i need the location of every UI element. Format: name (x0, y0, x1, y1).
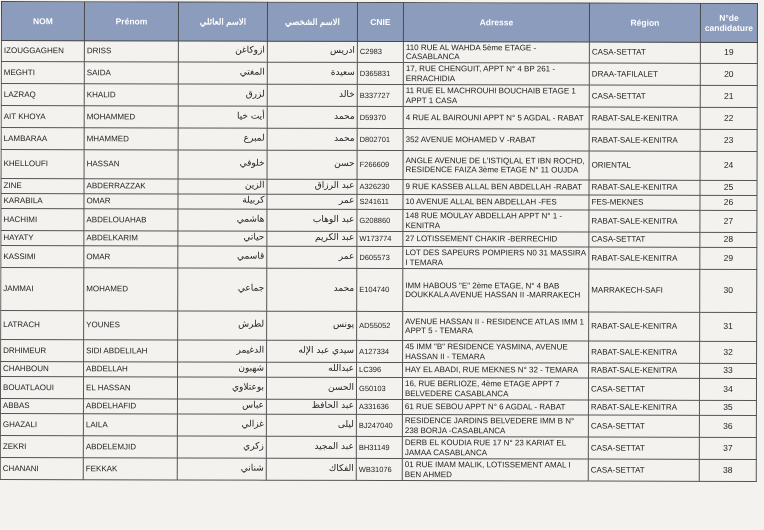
cell-prenom: ABDELOUAHAB (84, 209, 178, 231)
cell-region: DRAA-TAFILALET (589, 63, 700, 85)
cell-region: ORIENTAL (589, 151, 700, 180)
cell-prenom: SIDI ABDELILAH (84, 340, 178, 362)
cell-candidature: 26 (700, 195, 757, 210)
cell-adresse: 16, RUE BERLIOZE, 4ème ETAGE APPT 7 BELVEDERE CASABLANCA (402, 378, 588, 400)
cell-nom: ZEKRI (0, 435, 83, 457)
cell-nom: JAMMAI (1, 268, 84, 311)
cell-prenom: ABDERRAZZAK (84, 179, 178, 194)
cell-adresse: 17, RUE CHENGUIT, APPT N° 4 BP 261 - ERRACHIDIA (403, 63, 589, 85)
cell-nom: ZINE (1, 179, 84, 194)
cell-nom: GHAZALI (0, 413, 83, 435)
cell-candidature: 19 (700, 42, 757, 63)
header-prenom: Prénom (84, 2, 178, 41)
cell-region: RABAT-SALE-KENITRA (589, 107, 700, 129)
header-adresse: Adresse (403, 3, 589, 42)
cell-nom-arabic: الزين (178, 179, 267, 194)
cell-adresse: 11 RUE EL MACHROUHI BOUCHAIB ETAGE 1 APPT 1 CASA (403, 85, 589, 107)
table-row (1, 84, 757, 108)
cell-nom: HACHIMI (1, 209, 84, 231)
cell-adresse: IMM HABOUS "E" 2ème ETAGE, N° 4 BAB DOUKKALA AVENUE HASSAN II -MARRAKECH (403, 269, 589, 312)
cell-prenom-arabic: عمر (267, 246, 357, 268)
cell-nom: LAMBARAA (1, 128, 84, 150)
cell-candidature: 20 (700, 63, 757, 85)
table-row (1, 268, 757, 313)
cell-nom-arabic: شناني (177, 458, 266, 480)
cell-adresse: LOT DES SAPEURS POMPIERS N0 31 MASSIRA I TEMARA (403, 247, 589, 269)
cell-nom: IZOUGGAGHEN (1, 41, 84, 62)
cell-adresse: 27 LOTISSEMENT CHAKIR -BERRECHID (403, 232, 589, 247)
cell-candidature: 30 (700, 269, 757, 312)
cell-prenom-arabic: ليلى (266, 414, 356, 436)
cell-region: CASA-SETTAT (588, 437, 699, 459)
cell-candidature: 24 (700, 151, 757, 180)
cell-prenom: OMAR (84, 246, 178, 268)
cell-region: CASA-SETTAT (588, 459, 699, 481)
cell-prenom-arabic: الفكاك (266, 458, 356, 480)
cell-prenom-arabic: محمد (267, 268, 357, 311)
cell-region: RABAT-SALE-KENITRA (589, 129, 700, 151)
cell-cnie: B337727 (357, 84, 403, 106)
cell-candidature: 36 (699, 415, 756, 437)
cell-prenom: MOHAMMED (84, 106, 178, 128)
cell-cnie: S241611 (357, 194, 403, 209)
cell-candidature: 32 (700, 341, 757, 363)
cell-region: RABAT-SALE-KENITRA (589, 180, 700, 195)
cell-candidature: 33 (700, 363, 757, 378)
cell-cnie: BH31149 (356, 436, 402, 458)
cell-prenom: ABDELKARIM (84, 231, 178, 246)
cell-nom: CHANANI (0, 457, 83, 479)
cell-prenom: SAIDA (84, 62, 178, 84)
cell-nom: AIT KHOYA (1, 106, 84, 128)
cell-region: RABAT-SALE-KENITRA (589, 312, 700, 341)
table-row (0, 377, 756, 401)
cell-nom-arabic: زكري (177, 436, 266, 458)
cell-nom-arabic: هاشمي (178, 209, 267, 231)
cell-cnie: BJ247040 (356, 414, 402, 436)
cell-prenom-arabic: الحسن (266, 377, 356, 399)
cell-prenom: EL HASSAN (83, 377, 177, 399)
cell-region: RABAT-SALE-KENITRA (589, 210, 700, 232)
cell-nom-arabic: غزالي (177, 414, 266, 436)
cell-region: FES-MEKNES (589, 195, 700, 210)
cell-cnie: D59370 (357, 106, 403, 128)
cell-prenom-arabic: ادريس (267, 41, 357, 62)
cell-adresse: 148 RUE MOULAY ABDELLAH APPT N° 1 -KENITRA (403, 210, 589, 232)
cell-prenom: ABDELLAH (84, 362, 178, 377)
cell-nom-arabic: ازوكاغن (178, 41, 267, 62)
cell-region: CASA-SETTAT (589, 42, 700, 63)
cell-candidature: 29 (700, 247, 757, 269)
header-row (1, 2, 757, 43)
cell-nom: MEGHTI (1, 62, 84, 84)
cell-prenom: ABDELHAFID (83, 399, 177, 414)
table-row (0, 457, 756, 481)
cell-region: CASA-SETTAT (589, 85, 700, 107)
cell-prenom-arabic: محمد (267, 106, 357, 128)
cell-region: CASA-SETTAT (588, 378, 699, 400)
cell-candidature: 37 (699, 437, 756, 459)
cell-prenom-arabic: محمد (267, 128, 357, 150)
cell-region: RABAT-SALE-KENITRA (588, 400, 699, 415)
cell-cnie: A326230 (357, 179, 403, 194)
cell-prenom-arabic: عبد الوهاب (267, 209, 357, 231)
cell-candidature: 28 (700, 232, 757, 247)
cell-prenom: KHALID (84, 84, 178, 106)
cell-prenom: MOHAMED (84, 268, 178, 311)
cell-cnie: W173774 (357, 231, 403, 246)
cell-candidature: 23 (700, 129, 757, 151)
cell-nom-arabic: لمبرع (178, 128, 267, 150)
cell-adresse: 61 RUE SEBOU APPT N° 6 AGDAL - RABAT (402, 400, 588, 415)
cell-region: RABAT-SALE-KENITRA (589, 363, 700, 378)
header-nom-arabic: الاسم العائلي (178, 2, 267, 41)
cell-prenom: DRISS (84, 41, 178, 62)
table-row (0, 413, 756, 437)
cell-adresse: 9 RUE KASSEB ALLAL BEN ABDELLAH -RABAT (403, 180, 589, 195)
cell-nom-arabic: عباس (177, 399, 266, 414)
cell-candidature: 27 (700, 210, 757, 232)
table-row (1, 62, 757, 86)
cell-candidature: 25 (700, 180, 757, 195)
cell-nom-arabic: كربيلة (178, 194, 267, 209)
cell-cnie: A127334 (357, 340, 403, 362)
cell-prenom-arabic: سعيدة (267, 62, 357, 84)
header-region: Région (589, 3, 700, 42)
cell-prenom: LAILA (83, 414, 177, 436)
cell-nom: ABBAS (0, 398, 83, 413)
cell-region: CASA-SETTAT (589, 232, 700, 247)
cell-nom: KHELLOUFI (1, 150, 84, 179)
table-row (0, 435, 756, 459)
table-row (1, 128, 757, 152)
cell-nom-arabic: لزرق (178, 84, 267, 106)
table-row (1, 311, 757, 342)
cell-prenom: MHAMMED (84, 128, 178, 150)
cell-candidature: 34 (699, 378, 756, 400)
cell-prenom-arabic: حسن (267, 150, 357, 179)
cell-prenom-arabic: عبد الرزاق (267, 179, 357, 194)
cell-nom: LAZRAQ (1, 84, 84, 106)
cell-nom-arabic: الدغيمر (178, 340, 267, 362)
cell-adresse: 110 RUE AL WAHDA 5ème ETAGE -CASABLANCA (403, 42, 589, 63)
table-row (1, 150, 757, 181)
cell-adresse: 01 RUE IMAM MALIK, LOTISSEMENT AMAL I BEN AHMED (402, 459, 588, 481)
cell-region: RABAT-SALE-KENITRA (589, 247, 700, 269)
cell-nom: CHAHBOUN (1, 362, 84, 377)
cell-adresse: 10 AVENUE ALLAL BEN ABDELLAH -FES (403, 195, 589, 210)
cell-nom: KASSIMI (1, 246, 84, 268)
cell-prenom-arabic: سيدي عبد الإله (267, 340, 357, 362)
cell-nom-arabic: قاسمي (178, 246, 267, 268)
cell-cnie: D365831 (357, 62, 403, 84)
cell-cnie: F266609 (357, 150, 403, 179)
cell-prenom-arabic: عبد الكريم (267, 231, 357, 246)
cell-prenom-arabic: خالد (267, 84, 357, 106)
cell-candidature: 21 (700, 85, 757, 107)
cell-nom: KARABILA (1, 194, 84, 209)
table-row (1, 41, 757, 64)
cell-prenom-arabic: عبد الحافظ (266, 399, 356, 414)
cell-candidature: 22 (700, 107, 757, 129)
candidates-table (0, 1, 758, 482)
table-body (0, 41, 757, 482)
header-candidature: N°de candidature (700, 3, 757, 42)
cell-adresse: HAY EL ABADI, RUE MEKNES N° 32 - TEMARA (403, 363, 589, 378)
cell-prenom: YOUNES (84, 311, 178, 340)
cell-nom-arabic: جماعي (178, 268, 267, 311)
cell-adresse: ANGLE AVENUE DE L'ISTIQLAL ET IBN ROCHD, RESIDENCE FAIZA 3ème ETAGE N° 11 OUJDA (403, 151, 589, 180)
cell-nom-arabic: حياتي (178, 231, 267, 246)
table-row (1, 246, 757, 270)
scanned-sheet (0, 1, 761, 530)
cell-adresse: 352 AVENUE MOHAMED V -RABAT (403, 129, 589, 151)
cell-adresse: AVENUE HASSAN II - RESIDENCE ATLAS IMM 1 APPT 5 - TEMARA (403, 312, 589, 341)
cell-cnie: E104740 (357, 268, 403, 311)
cell-cnie: D802701 (357, 128, 403, 150)
cell-prenom: FEKKAK (83, 458, 177, 480)
cell-cnie: AD55052 (357, 311, 403, 340)
header-prenom-arabic: الاسم الشخصي (267, 2, 357, 41)
cell-prenom: OMAR (84, 194, 178, 209)
cell-prenom-arabic: عمر (267, 194, 357, 209)
cell-prenom-arabic: عبدالله (267, 362, 357, 377)
cell-prenom-arabic: يونس (267, 311, 357, 340)
cell-cnie: A331636 (356, 399, 402, 414)
cell-cnie: G50103 (356, 377, 402, 399)
cell-nom-arabic: خلوفي (178, 150, 267, 179)
cell-region: CASA-SETTAT (588, 415, 699, 437)
cell-adresse: DERB EL KOUDIA RUE 17 N° 23 KARIAT EL JAMAA CASABLANCA (402, 437, 588, 459)
cell-nom: HAYATY (1, 231, 84, 246)
cell-region: MARRAKECH-SAFI (589, 269, 700, 312)
cell-prenom-arabic: عبد المجيد (266, 436, 356, 458)
cell-adresse: 45 IMM "B" RESIDENCE YASMINA, AVENUE HASSAN II - TEMARA (403, 341, 589, 363)
cell-cnie: WB31076 (356, 458, 402, 480)
cell-cnie: D605573 (357, 246, 403, 268)
table-row (1, 340, 757, 364)
cell-adresse: RESIDENCE JARDINS BELVEDERE IMM B N° 238 BORJA -CASABLANCA (402, 415, 588, 437)
cell-prenom: HASSAN (84, 150, 178, 179)
cell-adresse: 4 RUE AL BAIROUNI APPT N° 5 AGDAL - RABAT (403, 107, 589, 129)
cell-nom: BOUATLAOUI (0, 377, 83, 399)
cell-cnie: G208860 (357, 209, 403, 231)
cell-nom-arabic: أيت خيا (178, 106, 267, 128)
cell-nom-arabic: المغتي (178, 62, 267, 84)
cell-cnie: C2983 (357, 41, 403, 62)
cell-prenom: ABDELEMJID (83, 436, 177, 458)
header-nom: NOM (1, 2, 84, 41)
cell-candidature: 38 (699, 459, 756, 481)
cell-candidature: 35 (699, 400, 756, 415)
cell-candidature: 31 (700, 312, 757, 341)
table-row (1, 209, 757, 233)
cell-nom: DRHIMEUR (1, 340, 84, 362)
cell-nom-arabic: بوعتلاوي (177, 377, 266, 399)
header-cnie: CNIE (357, 2, 403, 41)
table-row (1, 106, 757, 130)
cell-nom-arabic: لطرش (178, 311, 267, 340)
cell-nom: LATRACH (1, 311, 84, 340)
cell-region: RABAT-SALE-KENITRA (589, 341, 700, 363)
cell-cnie: LC396 (357, 362, 403, 377)
cell-nom-arabic: شهبون (178, 362, 267, 377)
